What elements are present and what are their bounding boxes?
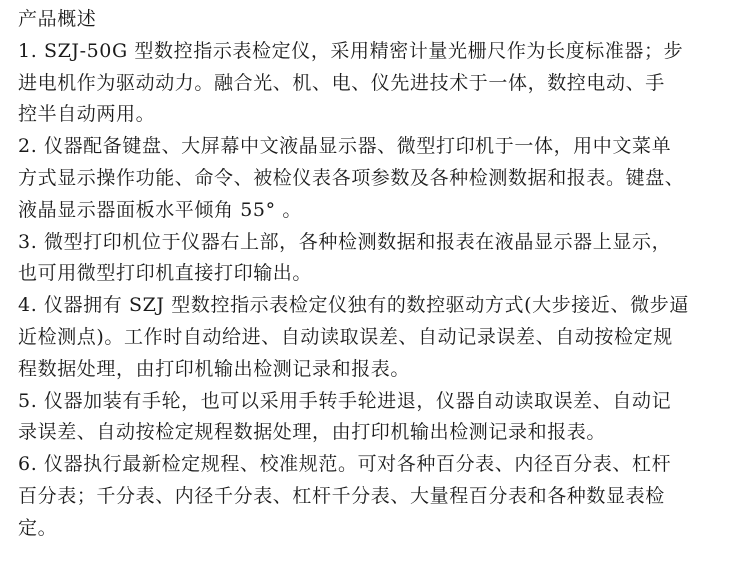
list-item-line: 方式显示操作功能、命令、被检仪表各项参数及各种检测数据和报表。键盘、 (18, 166, 685, 189)
list-item-line: 6. 仪器执行最新检定规程、校准规范。可对各种百分表、内径百分表、杠杆 (18, 453, 672, 476)
list-item-5 (18, 386, 734, 450)
list-item-line: 4. 仪器拥有 SZJ 型数控指示表检定仪独有的数控驱动方式(大步接近、微步逼 (18, 294, 689, 317)
list-item-6 (18, 449, 734, 544)
list-item-line: 3. 微型打印机位于仪器右上部，各种检测数据和报表在液晶显示器上显示， (18, 230, 672, 253)
list-item-line: 液晶显示器面板水平倾角 55° 。 (18, 198, 302, 221)
list-item-line: 百分表；千分表、内径千分表、杠杆千分表、大量程百分表和各种数显表检 (18, 484, 665, 507)
document-title: 产品概述 (18, 8, 97, 30)
list-item-line: 2. 仪器配备键盘、大屏幕中文液晶显示器、微型打印机于一体，用中文菜单 (18, 135, 672, 158)
list-item-line: 也可用微型打印机直接打印输出。 (18, 262, 313, 285)
list-item-4 (18, 290, 734, 385)
list-item-line: 1. SZJ-50G 型数控指示表检定仪，采用精密计量光栅尺作为长度标准器；步 (18, 39, 684, 62)
list-item-line: 控半自动两用。 (18, 103, 156, 126)
list-item-line: 录误差、自动按检定规程数据处理，由打印机输出检测记录和报表。 (18, 421, 607, 444)
list-item-3 (18, 227, 734, 291)
list-item-line: 5. 仪器加装有手轮，也可以采用手转手轮进退，仪器自动读取误差、自动记 (18, 389, 672, 412)
list-item-line: 定。 (18, 516, 58, 539)
list-item-line: 进电机作为驱动动力。融合光、机、电、仪先进技术于一体，数控电动、手 (18, 71, 665, 94)
list-item-line: 程数据处理，由打印机输出检测记录和报表。 (18, 357, 411, 380)
list-item-1 (18, 36, 734, 131)
list-item-line: 近检测点)。工作时自动给进、自动读取误差、自动记录误差、自动按检定规 (18, 325, 673, 348)
list-item-2 (18, 131, 734, 226)
document-body (18, 4, 734, 545)
